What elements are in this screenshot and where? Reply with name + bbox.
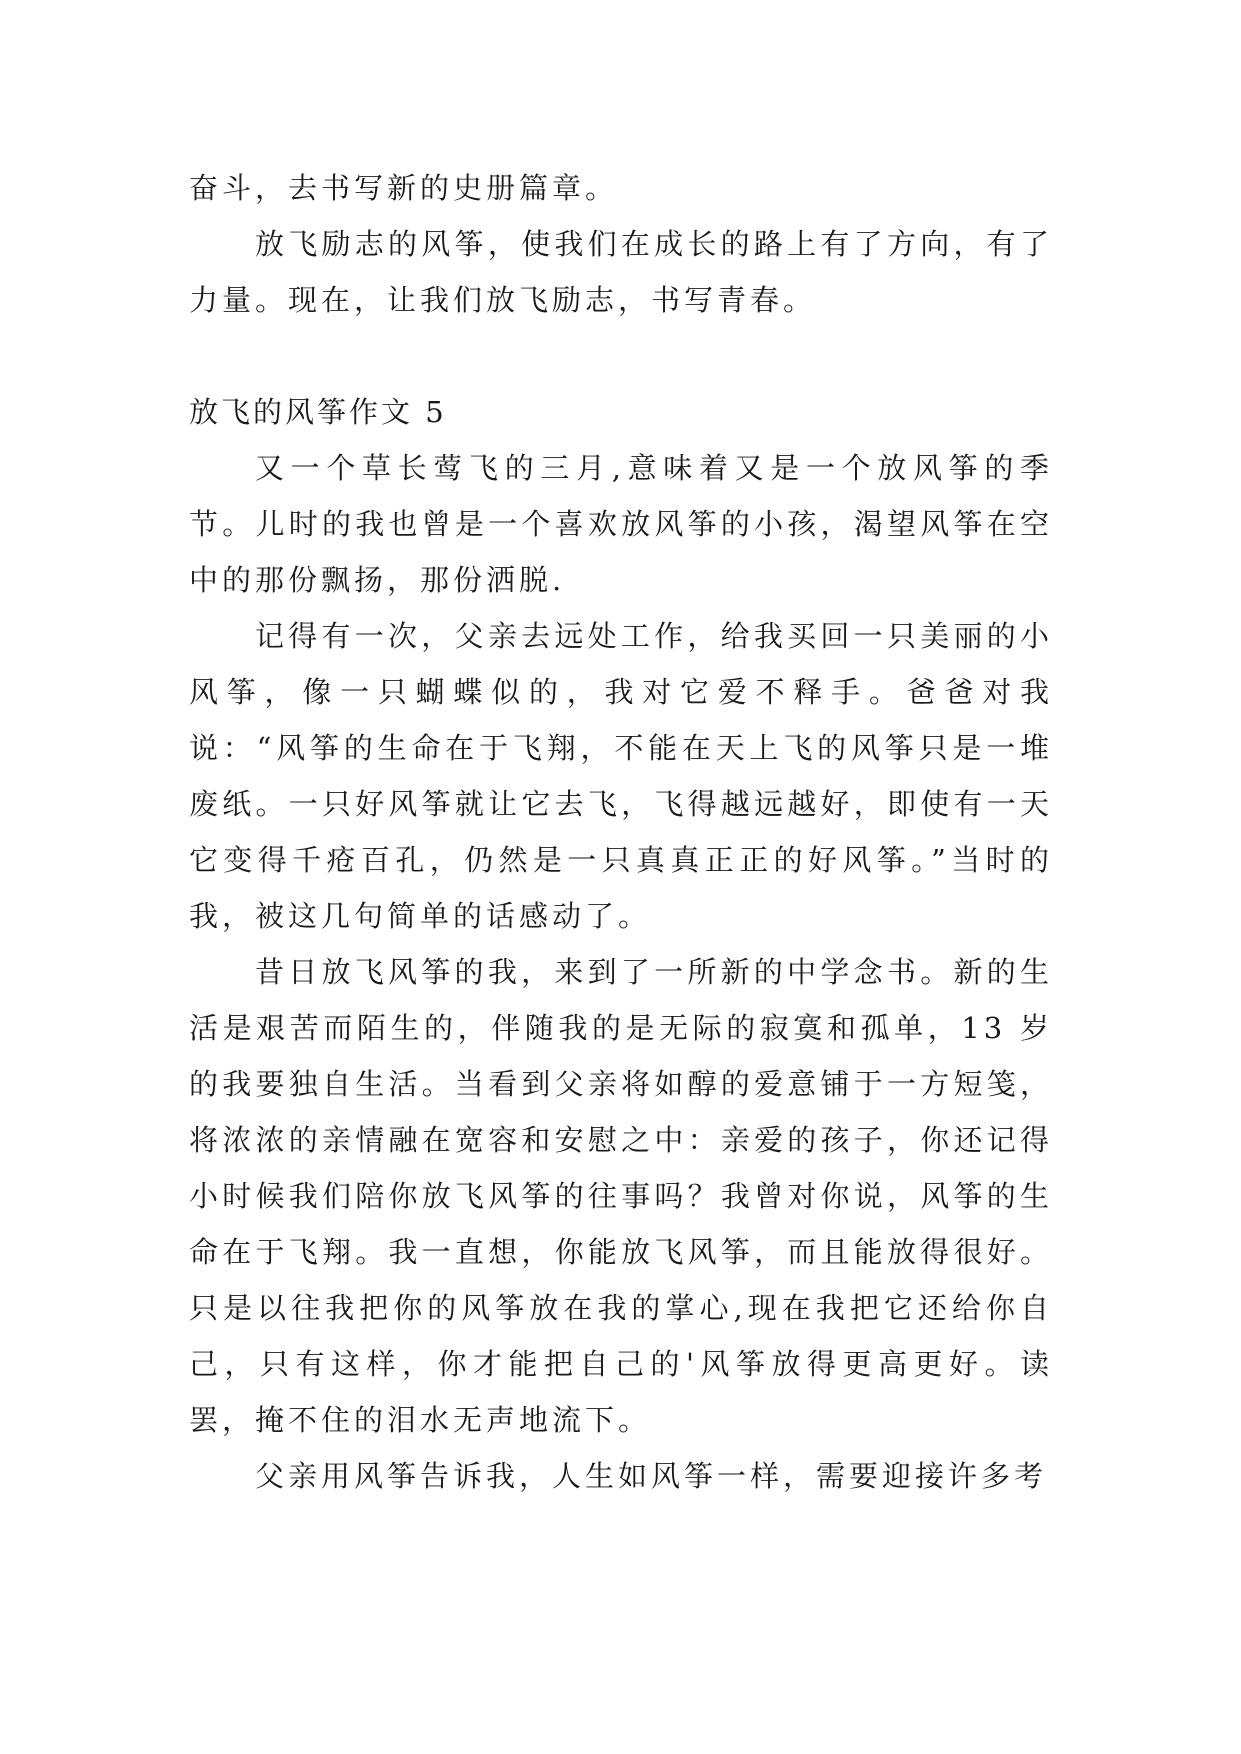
paragraph: 又一个草长莺飞的三月,意味着又是一个放风筝的季节。儿时的我也曾是一个喜欢放风筝的小孩，渴望风筝在空中的那份飘扬，那份洒脱. (189, 451, 1053, 597)
paragraph: 父亲用风筝告诉我，人生如风筝一样，需要迎接许多考 (255, 1459, 1048, 1493)
section-heading: 放飞的风筝作文 5 (189, 395, 447, 429)
paragraph: 记得有一次，父亲去远处工作，给我买回一只美丽的小风筝，像一只蝴蝶似的，我对它爱不释手。爸爸对我说：“风筝的生命在于飞翔，不能在天上飞的风筝只是一堆废纸。一只好风筝就让它去飞，飞得越远越好，即使有一天它变得千疮百孔，仍然是一只真真正正的好风筝。”当时的我，被这几句简单的话感动了。 (189, 619, 1053, 933)
paragraph: 昔日放飞风筝的我，来到了一所新的中学念书。新的生活是艰苦而陌生的，伴随我的是无际的寂寞和孤单，13 岁的我要独自生活。当看到父亲将如醇的爱意铺于一方短笺，将浓浓的亲情融在宽容和安慰之中：亲爱的孩子，你还记得小时候我们陪你放飞风筝的往事吗？我曾对你说，风筝的生命在于飞翔。我一直想，你能放飞风筝，而且能放得很好。只是以往我把你的风筝放在我的掌心,现在我把它还给你自己，只有这样，你才能把自己的'风筝放得更高更好。读罢，掩不住的泪水无声地流下。 (189, 955, 1053, 1437)
paragraph: 放飞励志的风筝，使我们在成长的路上有了方向，有了力量。现在，让我们放飞励志，书写青春。 (189, 227, 1053, 317)
paragraph-continuation: 奋斗，去书写新的史册篇章。 (189, 171, 619, 205)
document-body (189, 160, 1053, 1504)
section-spacer (189, 328, 1053, 384)
